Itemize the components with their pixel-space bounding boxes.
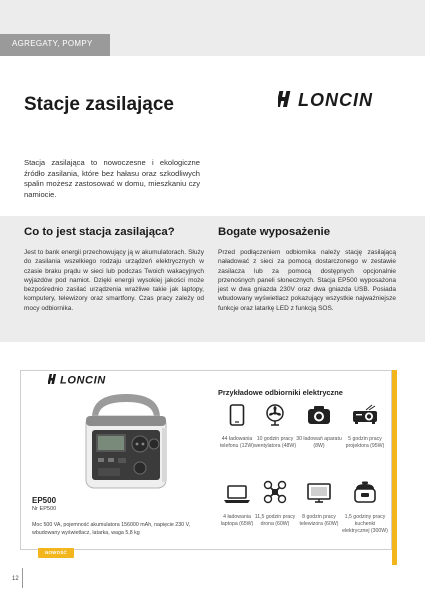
what-is-heading: Co to jest stacja zasilająca?: [24, 226, 175, 238]
receiver-caption: 4 ładowania laptopa (65W): [220, 514, 254, 527]
loncin-logo-small-text: LONCIN: [60, 374, 106, 386]
laptop-icon: [223, 484, 251, 504]
receiver-caption: 44 ładowania telefonu (12W): [219, 436, 255, 449]
intro-text: Stacja zasilająca to nowoczesne i ekologiczne źródło zasilania, które bez hałasu oraz szkodliwych spalin możesz zastosować w domu, mieszkaniu czy namiocie.: [24, 158, 200, 199]
receiver-rice-cooker: [342, 480, 388, 534]
receiver-projector: [342, 404, 388, 450]
loncin-logo: [278, 88, 402, 110]
product-model: EP500: [32, 496, 57, 505]
receiver-caption: 10 godzin pracy wentylatora (48W): [253, 436, 297, 449]
product-specs: Moc 500 VA, pojemność akumulatora 156000 mAh, napięcie 230 V, wbudowany wyświetlacz, latarka, waga 5,8 kg: [32, 522, 191, 536]
receiver-caption: 5 godzin pracy projektora (95W): [345, 436, 385, 449]
receiver-fan: [252, 404, 298, 450]
page-number: 12: [12, 576, 19, 582]
page-title: Stacje zasilające: [24, 94, 174, 115]
receiver-caption: 11,5 godzin pracy drona (60W): [254, 514, 296, 527]
product-number: Nr EP500: [32, 506, 57, 512]
equipment-section: [218, 226, 396, 313]
what-is-section: [24, 226, 204, 313]
section-tab[interactable]: [0, 34, 110, 56]
projector-icon: [352, 404, 378, 426]
receiver-tv: [296, 482, 342, 528]
receiver-caption: 8 godzin pracy telewizora (60W): [299, 514, 339, 527]
accent-bar: [392, 370, 397, 565]
section-tab-label: AGREGATY, POMPY: [12, 39, 93, 48]
power-station-image: [78, 388, 174, 492]
rice-cooker-icon: [353, 480, 377, 504]
loncin-logo-small: [48, 372, 124, 386]
camera-icon: [307, 404, 331, 426]
receiver-drone: [252, 480, 298, 528]
receiver-camera: [296, 404, 342, 450]
loncin-logo-text: LONCIN: [298, 90, 373, 110]
new-badge-label: NOWOŚĆ: [45, 550, 67, 555]
page-number-rule: [22, 568, 23, 588]
smartphone-icon: [229, 404, 245, 426]
receiver-caption: 1,5 godziny pracy kuchenki elektrycznej (300W): [342, 514, 388, 534]
new-badge: [38, 548, 74, 558]
what-is-body: Jest to bank energii przechowujący ją w akumulatorach. Służy do zasilania wszelkiego rodzaju urządzeń elektrycznych w czasie braku prądu w sieci lub podczas Twoich wakacyjnych wyjazdów pod namiot. Dzięki energii wysokiej jakości może bezpośrednio zasilać urządzenia wrażliwe takie jak laptopy, komputery, telewizory oraz smartfony. Czas pracy zależy od mocy odbiornika.: [24, 249, 204, 312]
tv-icon: [307, 482, 331, 504]
equipment-heading: Bogate wyposażenie: [218, 226, 331, 238]
equipment-body: Przed podłączeniem odbiornika należy stację zasilającą naładować z sieci za pomocą dostarczonego w zestawie zasilacza lub za pomocą dostępnych opcjonalnie przenośnych paneli słonecznych. Stacja EP500 wyposażona jest w dwa gniazda 230V oraz dwa gniazda USB. Posiada wbudowany wyświetlacz pokazujący wszystkie najważniejsze funkcje oraz latarkę LED z funkcją SOS.: [218, 249, 396, 312]
receivers-heading: Przykładowe odbiorniki elektryczne: [218, 388, 343, 397]
receiver-caption: 30 ładowań aparatu (8W): [296, 436, 342, 449]
fan-icon: [264, 404, 286, 426]
drone-icon: [263, 480, 287, 504]
